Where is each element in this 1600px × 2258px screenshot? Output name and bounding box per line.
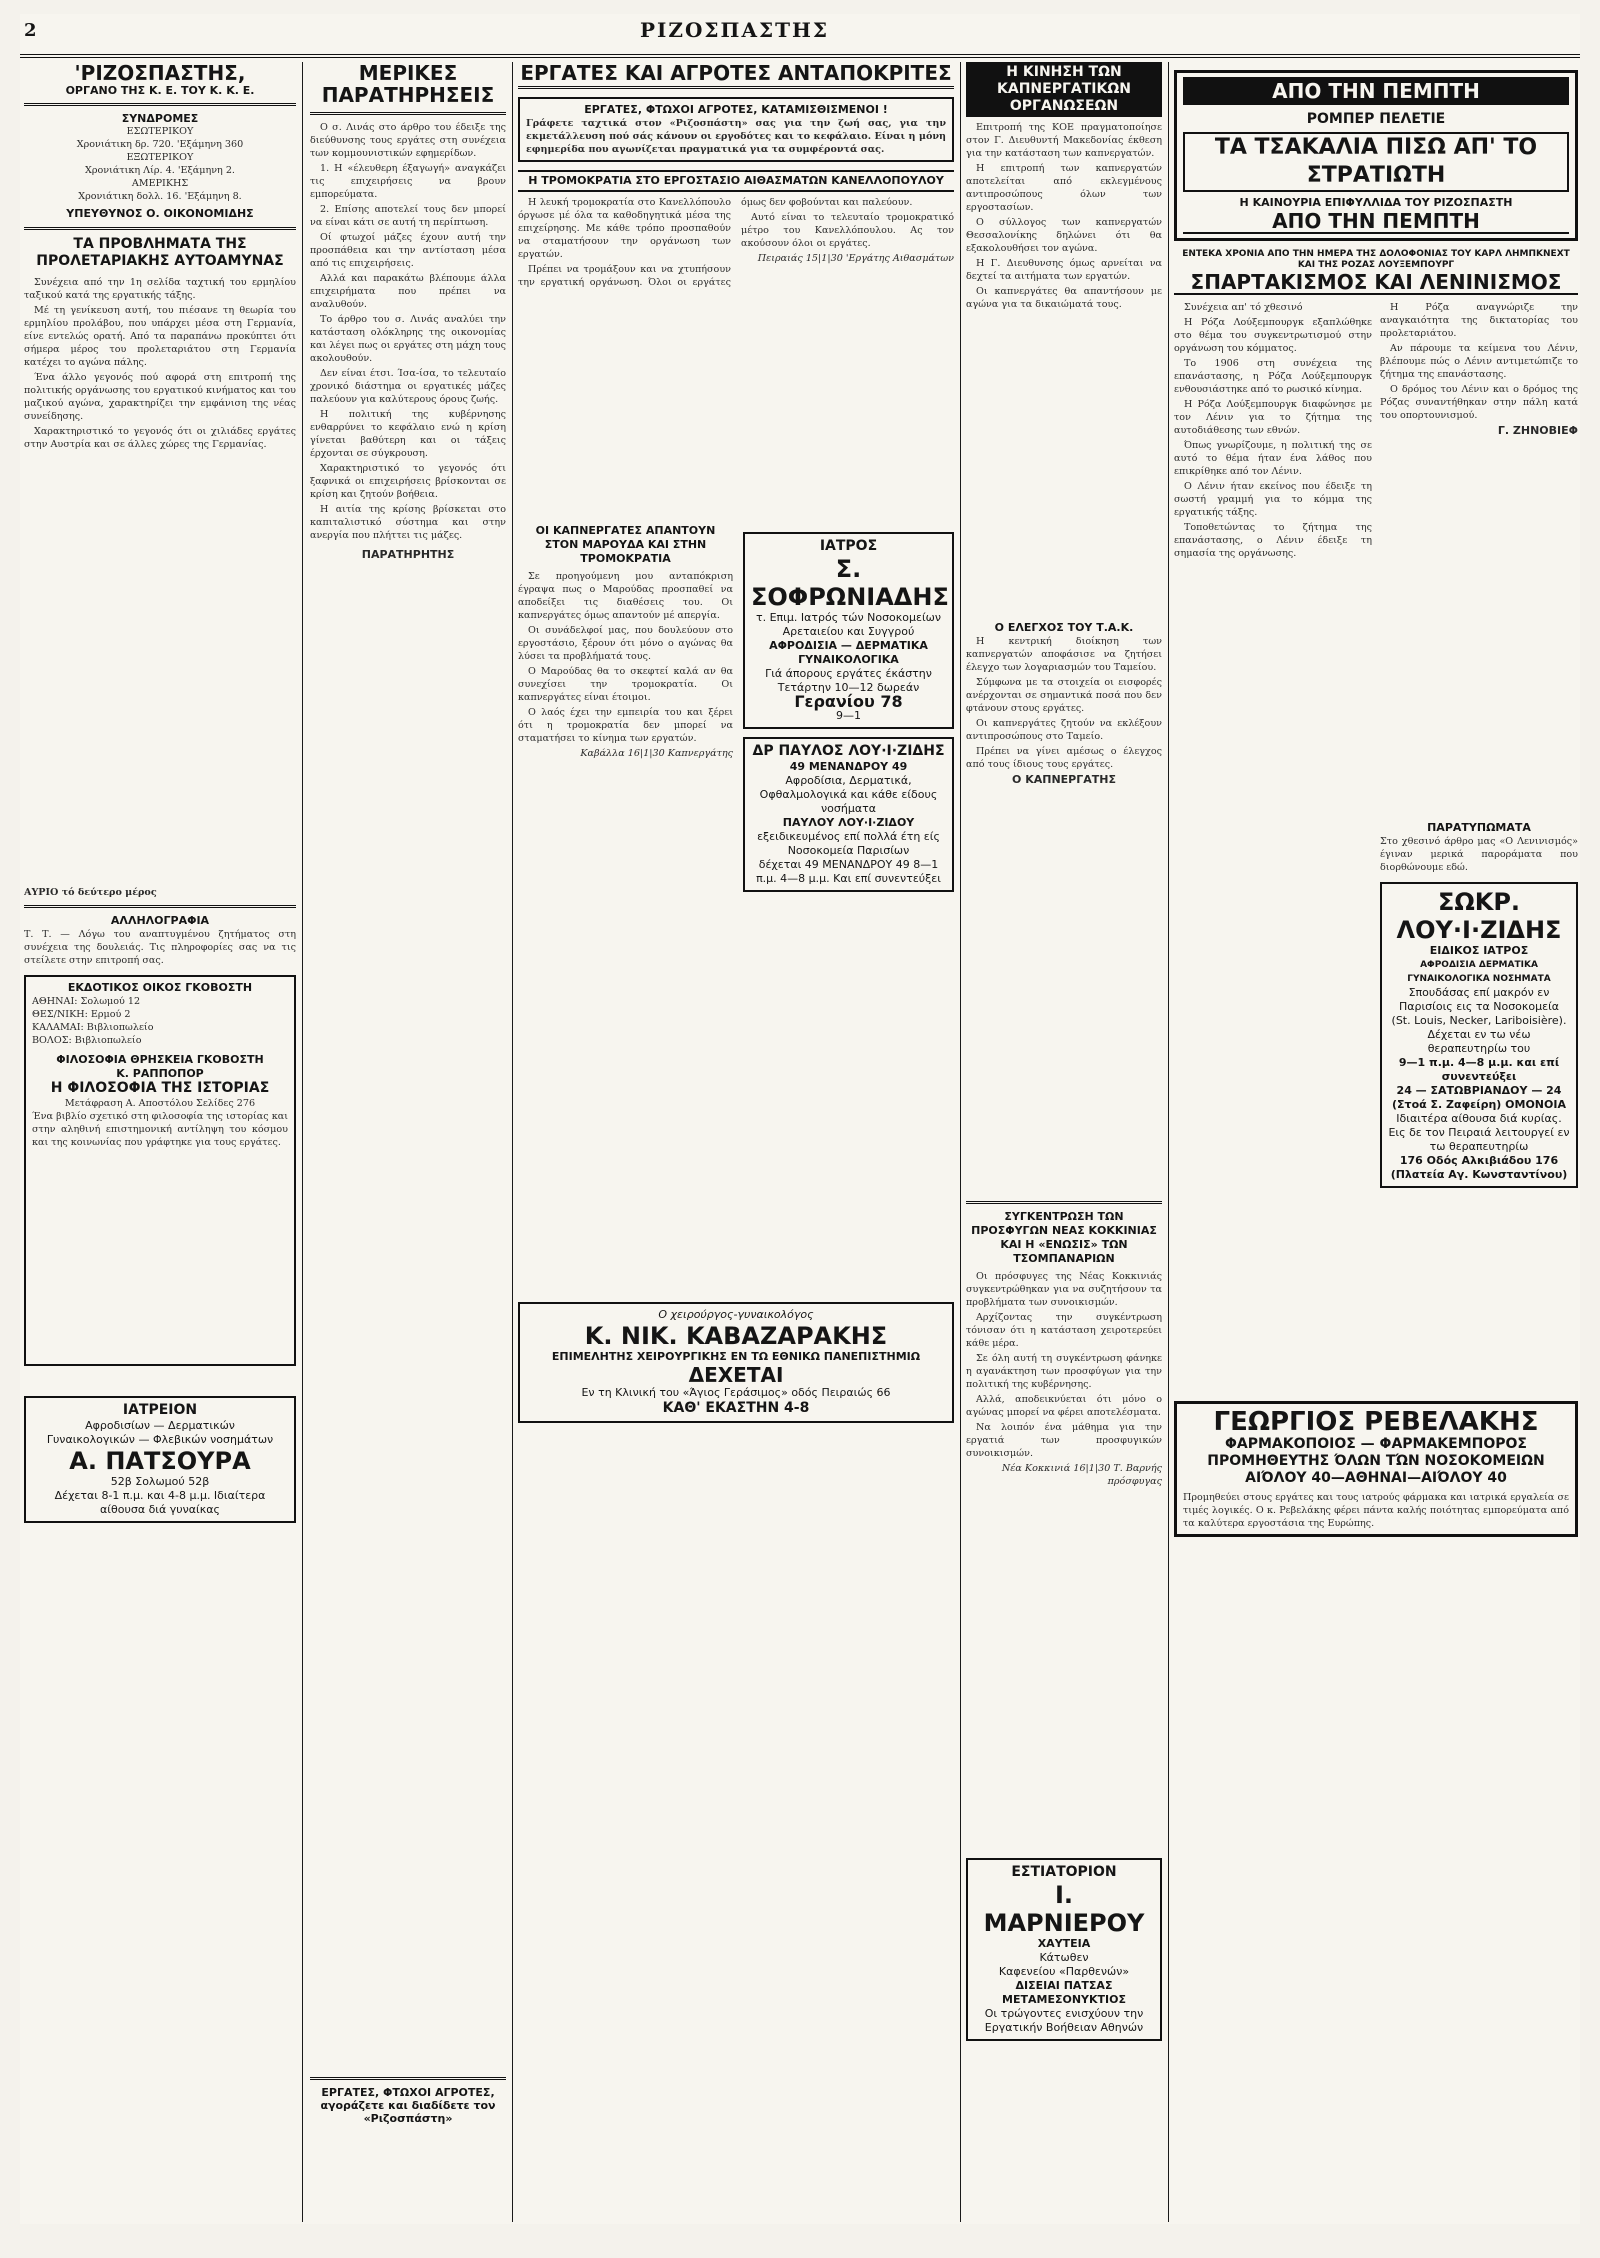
article-paragraph: Ένα άλλο γεγονός πού αφορά στη επιτροπή της πολιτικής οργάνωσης του εργατικού κινήματος και του μαζικού αγώνα, χαρακτηρίζει την εμφάνιση της νέας συνείδησης. (24, 372, 296, 422)
article-paragraph: Η Ρόζα Λούξεμπουργκ διαφώνησε με τον Λένιν για το ζήτημα της αυτοδιάθεσης των εθνών. (1174, 399, 1372, 436)
doctor-ad-3-text: Σπουδάσας επί μακρόν εν Παρισίοις εις τα Νοσοκομεία (St. Louis, Necker, Lariboisière). Δέχεται εν τω νέω θεραπευτηρίω του (1391, 986, 1567, 1055)
article-paragraph: Σύμφωνα με τα στοιχεία οι εισφορές ανέρχονται σε σημαντικά ποσά που δεν φτάνουν στους εργάτες. (966, 677, 1162, 714)
paper-subtitle: ΟΡΓΑΝΟ ΤΗΣ Κ. Ε. ΤΟΥ Κ. Κ. Ε. (65, 84, 255, 97)
article-paragraph: Ο δρόμος του Λένιν και ο δρόμος της Ρόζας συναντήθηκαν στην πάλη κατά του οπορτουνισμού. (1380, 384, 1578, 421)
observations-signature: ΠΑΡΑΤΗΡΗΤΗΣ (361, 548, 455, 561)
doctor-ad-3-spec: ΑΦΡΟΔΙΣΙΑ ΔΕΡΜΑΤΙΚΑ ΓΥΝΑΙΚΟΛΟΓΙΚΑ ΝΟΣΗΜΑΤΑ (1407, 960, 1551, 984)
restaurant-sub: ΧΑΥΤΕΙΑ (1037, 1937, 1091, 1950)
restaurant-name: Ι. ΜΑΡΝΙΕΡΟΥ (983, 1881, 1145, 1937)
article-paragraph: Η Ρόζα Λούξεμπουργκ εξαπλώθηκε στο θέμα του συγκεντρωτισμού στην οργάνωση του κόμματος. (1174, 317, 1372, 354)
serial-promo (1174, 70, 1578, 241)
article-paragraph: Ο σύλλογος των καπνεργατών Θεσσαλονίκης δηλώνει ότι θα εξακολουθήσει τον αγώνα. (966, 217, 1162, 254)
article-paragraph: Πρέπει να τρομάξουν και να χτυπήσουν την εργατική οργάνωση. Όλοι οι εργάτες όμως δεν φοβούνται και παλεύουν. (518, 197, 913, 288)
column-3 (518, 62, 954, 2222)
observations-title: ΜΕΡΙΚΕΣ ΠΑΡΑΤΗΡΗΣΕΙΣ (321, 62, 495, 107)
column-5 (1174, 62, 1578, 2222)
surgeon-ad (518, 1302, 954, 1423)
clinic-title: ΙΑΤΡΕΙΟΝ (122, 1402, 198, 1418)
article-body (518, 196, 954, 516)
subscriptions-title: ΣΥΝΔΡΟΜΕΣ (121, 112, 199, 125)
pharmacy-sub-2: ΠΡΟΜΗΘΕΥΤΗΣ ΌΛΩΝ ΤΏΝ ΝΟΣΟΚΟΜΕΙΩΝ (1207, 1453, 1545, 1469)
spartacism-article (1174, 301, 1578, 1391)
masthead-title: ΡΙΖΟΣΠΑΣΤΗΣ (640, 18, 830, 42)
observations-paragraph: Οί φτωχοί μάζες έχουν αυτή την προσπάθεια και την αντίσταση μέσα από τις επιχειρήσεις. (310, 232, 506, 269)
control-body (966, 635, 1162, 1195)
article-paragraph: Η Γ. Διευθυνσης όμως αρνείται να δεχτεί τα αιτήματα των εργατών. (966, 258, 1162, 282)
bookshop-title: ΕΚΔΟΤΙΚΟΣ ΟΙΚΟΣ ΓΚΟΒΟΣΤΗ (67, 981, 253, 994)
doctor-ad-2-name: ΔΡ ΠΑΥΛΟΣ ΛΟΥ·Ι·ΖΙΔΗΣ (752, 743, 945, 759)
promo-title: ΤΑ ΤΣΑΚΑΛΙΑ ΠΙΣΩ ΑΠ' ΤΟ ΣΤΡΑΤΙΩΤΗ (1183, 132, 1569, 192)
doctor-ad-2-hours: δέχεται 49 ΜΕΝΑΝΔΡΟΥ 49 8—1 π.μ. 4—8 μ.μ. Και επί συνεντεύξει (756, 858, 941, 885)
clinic-address: 52β Σολωμού 52β (110, 1475, 210, 1488)
article-signature: Νέα Κοκκινιά 16|1|30 Τ. Βαρνής πρόσφυγας (1001, 1463, 1162, 1487)
tobacco-article-body (518, 570, 733, 1290)
restaurant-line: Καφενείου «Παρθενών» (998, 1965, 1130, 1978)
editor-line: ΥΠΕΥΘΥΝΟΣ Ο. ΟΙΚΟΝΟΜΙΔΗΣ (66, 207, 254, 220)
article-paragraph: Αυτό είναι το τελευταίο τρομοκρατικό μέτρο του Κανελλόπουλου. Ας τον ακούσουν όλοι οι εργάτες. (741, 212, 954, 249)
surgeon-ad-name: Κ. ΝΙΚ. ΚΑΒΑΖΑΡΑΚΗΣ (584, 1322, 888, 1350)
observations-paragraph: Το άρθρο του σ. Λινάς αναλύει την κατάσταση ολόκληρης της οικονομίας και λέγει πως οι εργάτες στη μάχη τους ακολουθούν. (310, 314, 506, 364)
observations-body (310, 121, 506, 2071)
restaurant-ad (966, 1858, 1162, 2041)
doctor-ad-spec: ΑΦΡΟΔΙΣΙΑ — ΔΕΡΜΑΤΙΚΑ ΓΥΝΑΙΚΟΛΟΓΙΚΑ (769, 639, 928, 666)
column-1 (24, 62, 296, 2222)
book-series: ΦΙΛΟΣΟΦΙΑ ΘΡΗΣΚΕΙΑ ΓΚΟΒΟΣΤΗ (56, 1053, 264, 1066)
doctor-ad-address: Γερανίου 78 (794, 692, 903, 711)
surgeon-ad-hours: ΚΑΘ' ΕΚΑΣΤΗΝ 4-8 (662, 1400, 810, 1416)
appeal-box (518, 97, 954, 162)
bookshop-line: ΒΟΛΟΣ: Βιβλιοπωλείο (32, 1035, 142, 1046)
subscription-line: ΑΜΕΡΙΚΗΣ (131, 178, 189, 189)
doctor-ad-2-text: Αφροδίσια, Δερματικά, Οφθαλμολογικά και κάθε είδους νοσήματα (759, 774, 938, 815)
spartacism-right-body (1380, 301, 1578, 821)
surgeon-ad-address: Εν τη Κλινική του «Άγιος Γεράσιμος» οδός Πειραιώς 66 (581, 1386, 891, 1399)
doctor-ad-3-extra: Ιδιαιτέρα αίθουσα διά κυρίας. Εις δε τον Πειραιά λειτουργεί εν τω θεραπευτηρίω (1388, 1112, 1570, 1153)
article-row (518, 524, 954, 1290)
tobacco-movement-title: Η ΚΙΝΗΣΗ ΤΩΝ ΚΑΠΝΕΡΓΑΤΙΚΩΝ ΟΡΓΑΝΩΣΕΩΝ (966, 62, 1162, 117)
bookshop-line: ΘΕΣ/ΝΙΚΗ: Ερμού 2 (32, 1009, 131, 1020)
article-paragraph: Συνέχεια απ' τό χθεσινό (1184, 302, 1303, 313)
article-paragraph: Το 1906 στη συνέχεια της επανάστασης, η Ρόζα Λούξεμπουργκ ενθουσιάστηκε από το ρωσικό κίνημα. (1174, 358, 1372, 395)
pharmacy-name: ΓΕΩΡΓΙΟΣ ΡΕΒΕΛΑΚΗΣ (1213, 1407, 1539, 1437)
buy-appeal: ΕΡΓΑΤΕΣ, ΦΤΩΧΟΙ ΑΓΡΟΤΕΣ, αγοράζετε και διαδίδετε τον «Ριζοσπάστη» (320, 2086, 496, 2125)
clinic-hours: Δέχεται 8-1 π.μ. και 4-8 μ.μ. Ιδιαίτερα αίθουσα διά γυναίκας (54, 1489, 266, 1516)
observations-paragraph: Ο σ. Λινάς στο άρθρο του έδειξε της διεύθυνσης τους εργάτες στη συνέχεια των κομμουνιστικών εφημερίδων. (310, 122, 506, 159)
refugees-title: ΣΥΓΚΕΝΤΡΩΣΗ ΤΩΝ ΠΡΟΣΦΥΓΩΝ ΝΕΑΣ ΚΟΚΚΙΝΙΑΣ ΚΑΙ Η «ΕΝΩΣΙΣ» ΤΩΝ ΤΣΟΜΠΑΝΑΡΙΩΝ (971, 1210, 1157, 1265)
restaurant-line: Κάτωθεν (1039, 1951, 1089, 1964)
article-paragraph: Ο Μαρούδας θα το σκεφτεί καλά αν θα συνεχίσει την τρομοκρατία. Οι καπνεργάτες είναι έτοιμοι. (518, 666, 733, 703)
errata-title: ΠΑΡΑΤΥΠΩΜΑΤΑ (1427, 821, 1531, 834)
observations-paragraph: 1. Η «έλευθερη έξαγωγή» αναγκάζει τις επιχειρήσεις να βρουν εμπορεύματα. (310, 163, 506, 200)
doctor-ad-3-hours: 9—1 π.μ. 4—8 μ.μ. και επί συνεντεύξει (1398, 1056, 1560, 1083)
ads-column (743, 524, 954, 1290)
control-title: Ο ΕΛΕΓΧΟΣ ΤΟΥ Τ.Α.Κ. (994, 621, 1134, 634)
column-4 (966, 62, 1162, 2222)
article-paragraph: Πρέπει να γίνει αμέσως ο έλεγχος από τους ίδιους τους εργάτες. (966, 746, 1162, 770)
doctor-ad-3 (1380, 882, 1578, 1188)
column-rule (1168, 62, 1169, 2222)
observations-paragraph: Η πολιτική της κυβέρνησης ενθαρρύνει το κεφάλαιο ενώ η κρίση γίνεται βαθύτερη και οι τάξεις έρχονται σε σύγκρουση. (310, 409, 506, 459)
doctor-ad-text: τ. Επιμ. Ιατρός τών Νοσοκομείων Αρεταιείου και Συγγρού (755, 611, 942, 638)
article-paragraph: Η επιτροπή των καπνεργατών αποτελείται από εκλεγμένους αντιπροσώπους όλων των εργοστασίων. (966, 163, 1162, 213)
book-title: Η ΦΙΛΟΣΟΦΙΑ ΤΗΣ ΙΣΤΟΡΙΑΣ (50, 1080, 270, 1096)
masthead (20, 14, 1580, 58)
article-paragraph: Ο λαός έχει την εμπειρία του και ξέρει ότι η τρομοκρατία δεν μπορεί να σταματήσει το κίνημα των εργατών. (518, 707, 733, 744)
observations-paragraph: Δεν είναι έτσι. Ίσα-ίσα, το τελευταίο χρονικό διάστημα οι εργατικές μάζες παλεύουν για καλύτερους όρους ζωής. (310, 368, 506, 405)
clinic-ad (24, 1396, 296, 1523)
article-body (24, 276, 296, 886)
article-signature: Πειραιάς 15|1|30 'Εργάτης Αιθασμάτων (757, 253, 954, 264)
subscription-line: Χρονιάτικη δρ. 720. 'Εξάμηνη 360 (76, 139, 244, 150)
subscription-line: Χρονιάτικη δολλ. 16. 'Εξάμηνη 8. (78, 191, 242, 202)
article-paragraph: Οι συνάδελφοί μας, που δουλεύουν στο εργοστάσιο, ξέρουν ότι μόνο ο αγώνας θα λύσει τα προβλήματά τους. (518, 625, 733, 662)
column-rule (512, 62, 513, 2222)
article-paragraph: Όπως γνωρίζουμε, η πολιτική της σε αυτό το θέμα ήταν ένα λάθος που επικρίθηκε από τον Λένιν. (1174, 440, 1372, 477)
subscription-line: Χρονιάτικη Λίρ. 4. 'Εξάμηνη 2. (85, 165, 235, 176)
surgeon-ad-text: ΕΠΙΜΕΛΗΤΗΣ ΧΕΙΡΟΥΡΓΙΚΗΣ ΕΝ ΤΩ ΕΘΝΙΚΩ ΠΑΝΕΠΙΣΤΗΜΙΩ (551, 1350, 921, 1363)
book-author: Κ. ΡΑΠΠΟΠΟΡ (116, 1067, 204, 1080)
promo-author: ΡΟΜΠΕΡ ΠΕΛΕΤΙΕ (1306, 111, 1446, 127)
refugees-body (966, 1270, 1162, 1850)
correspondence-title: ΑΛΛΗΛΟΓΡΑΦΙΑ (110, 914, 210, 927)
promo-sub: Η ΚΑΙΝΟΥΡΙΑ ΕΠΙΦΥΛΛΙΔΑ ΤΟΥ ΡΙΖΟΣΠΑΣΤΗ (1239, 196, 1513, 209)
article-paragraph: Σε όλη αυτή τη συγκέντρωση φάνηκε η αγανάκτηση των προσφύγων για την πολιτική της κυβέρνησης. (966, 1353, 1162, 1390)
doctor-ad-2-text2: εξειδικευμένος επί πολλά έτη είς Νοσοκομεία Παρισίων (757, 830, 940, 857)
article-signature: Γ. ΖΗΝΟΒΙΕΦ (1497, 424, 1578, 437)
article-paragraph: Αλλά, αποδεικνύεται ότι μόνο ο αγώνας μπορεί να φέρει αποτελέσματα. (966, 1394, 1162, 1418)
spartacism-title: ΣΠΑΡΤΑΚΙΣΜΟΣ ΚΑΙ ΛΕΝΙΝΙΣΜΟΣ (1174, 271, 1578, 295)
page-number: 2 (24, 20, 37, 41)
article-paragraph: Οι καπνεργάτες θα απαντήσουν με αγώνα για τα δικαιώματά τους. (966, 286, 1162, 310)
article-paragraph: Τοποθετώντας το ζήτημα της επανάστασης, ο Λένιν έδειξε τη σημασία της οργάνωσης. (1174, 522, 1372, 559)
appeal-text: Γράφετε ταχτικά στον «Ριζοσπάστη» σας για την ζωή σας, για την εκμετάλλευση πού σάς κάνουν οι εργοδότες και το κεφάλαιο. Είναι η μόνη εφημερίδα που αγωνίζεται πραγματικά για τα συμφέροντά σας. (526, 118, 946, 155)
clinic-spec: Αφροδισίων — Δερματικών (85, 1419, 235, 1432)
doctor-ad-3-name: ΣΩΚΡ. ΛΟΥ·Ι·ΖΙΔΗΣ (1396, 888, 1562, 944)
doctor-ad-time: 9—1 (836, 709, 861, 722)
spartacism-right (1380, 301, 1578, 1391)
doctor-ad-2-name2: ΠΑΥΛΟΥ ΛΟΥ·Ι·ΖΙΔΟΥ (782, 816, 915, 829)
article-paragraph: Οι πρόσφυγες της Νέας Κοκκινιάς συγκεντρώθηκαν για να συζητήσουν τα προβλήματα των συνοικισμών. (966, 1271, 1162, 1308)
article-paragraph: Μέ τη γενίκευση αυτή, του πιέσανε τη θεωρία του ερμηλίου προλάβου, που υπάρχει μέσα στη Γερμανία, είνε εντελώς ορατή. Από τα παραπάνω προκύπτει ότι σήμερα μέρος του προλεταριάτου στη Γερμανία κατέχει το αγώνα πάλης. (24, 305, 296, 368)
article-paragraph: Αν πάρουμε τα κείμενα του Λένιν, βλέπουμε πώς ο Λένιν αντιμετώπιζε το ζήτημα της επανάστασης. (1380, 343, 1578, 380)
pharmacy-ad (1174, 1401, 1578, 1537)
correspondents-section-title: ΕΡΓΑΤΕΣ ΚΑΙ ΑΓΡΟΤΕΣ ΑΝΤΑΠΟΚΡΙΤΕΣ (518, 62, 954, 89)
pharmacy-sub: ΦΑΡΜΑΚΟΠΟΙΟΣ — ΦΑΡΜΑΚΕΜΠΟΡΟΣ (1224, 1436, 1527, 1452)
article-paragraph: Η Ρόζα αναγνώριζε την αναγκαιότητα της δικτατορίας του προλεταριάτου. (1380, 302, 1578, 339)
article-title: ΤΑ ΠΡΟΒΛΗΜΑΤΑ ΤΗΣ ΠΡΟΛΕΤΑΡΙΑΚΗΣ ΑΥΤΟΑΜΥΝΑΣ (36, 236, 284, 269)
restaurant-line: ΔΙΣΕΙΑΙ ΠΑΤΣΑΣ ΜΕΤΑΜΕΣΟΝΥΚΤΙΟΣ (1002, 1979, 1126, 2006)
doctor-ad-hours: Γιά άπορους εργάτες έκάστην Τετάρτην 10—12 δωρεάν (765, 667, 932, 694)
article-paragraph: Συνέχεια από την 1η σελίδα ταχτική του ερμηλίου ταξικού κατά της εργατικής τάξης. (24, 277, 296, 301)
observations-paragraph: Αλλά και παρακάτω βλέπουμε άλλα επιχειρήματα που πρέπει να αναλυθούν. (310, 273, 506, 310)
doctor-ad-2 (743, 737, 954, 892)
book-description: Ένα βιβλίο σχετικό στη φιλοσοφία της ιστορίας και στην αληθινή επιστημονική αντίληψη του κόσμου και της κοινωνίας που γράφτηκε για τους εργάτες. (32, 1111, 288, 1148)
observations-paragraph: Η αιτία της κρίσης βρίσκεται στο καπιταλιστικό σύστημα και στην ανεργία που πλήττει τις μάζες. (310, 504, 506, 541)
observations-paragraph: 2. Επίσης αποτελεί τους δεν μπορεί να είναι κάτι σε αυτή τη περίπτωση. (310, 204, 506, 228)
article-title: Η ΤΡΟΜΟΚΡΑΤΙΑ ΣΤΟ ΕΡΓΟΣΤΑΣΙΟ ΑΙΘΑΣΜΑΤΩΝ ΚΑΝΕΛΛΟΠΟΥΛΟΥ (518, 170, 954, 192)
article-paragraph: Οι καπνεργάτες ζητούν να εκλέξουν αντιπροσώπους στο Ταμείο. (966, 718, 1162, 742)
pharmacy-text: Προμηθεύει στους εργάτες και τους ιατρούς φάρμακα και ιατρικά εργαλεία σε τιμές λογικές. Ο κ. Ρεβελάκης φέρει πάντα καλής ποιότητας εμπορεύματα από τα καλύτερα εργοστάσια της Ευρώπης. (1183, 1492, 1569, 1529)
doctor-ad-name: Σ. ΣΟΦΡΩΝΙΑΔΗΣ (751, 555, 949, 611)
bookshop-line: ΚΑΛΑΜΑΙ: Βιβλιοπωλείο (32, 1022, 154, 1033)
book-subtitle: Μετάφραση Α. Αποστόλου Σελίδες 276 (64, 1098, 256, 1109)
promo-from: ΑΠΟ ΤΗΝ ΠΕΜΠΤΗ (1183, 77, 1569, 105)
tobacco-movement-body (966, 121, 1162, 621)
bookshop-line: ΑΘΗΝΑΙ: Σολωμού 12 (32, 996, 141, 1007)
anniversary-supertitle: ΕΝΤΕΚΑ ΧΡΟΝΙΑ ΑΠΟ ΤΗΝ ΗΜΕΡΑ ΤΗΣ ΔΟΛΟΦΟΝΙΑΣ ΤΟΥ ΚΑΡΛ ΛΗΜΠΚΝΕΧΤ ΚΑΙ ΤΗΣ ΡΟΖΑΣ ΛΟΥΞΕΜΠΟΥΡΓ (1182, 249, 1570, 270)
doctor-ad-3-address-2: 176 Οδός Αλκιβιάδου 176 (Πλατεία Αγ. Κωνσταντίνου) (1390, 1154, 1568, 1181)
bookshop-ad (24, 975, 296, 1366)
column-rule (960, 62, 961, 2222)
control-signature: Ο ΚΑΠΝΕΡΓΑΤΗΣ (1012, 773, 1116, 786)
clinic-spec: Γυναικολογικών — Φλεβικών νοσημάτων (46, 1433, 274, 1446)
column-rule (302, 62, 303, 2222)
surgeon-ad-receives: ΔΕΧΕΤΑΙ (688, 1363, 784, 1387)
article-paragraph: Η λευκή τρομοκρατία στο Κανελλόπουλο όργωσε μέ όλα τα καθοδηγητικά μέσα της επιχείρησης. Με κάθε τρόπο προσπαθούν να σταματήσουν την οργάνωση των εργατών. (518, 197, 731, 260)
errata-text: Στο χθεσινό άρθρο μας «Ο Λενινισμός» έγιναν μερικά παροράματα που διορθώνουμε εδώ. (1380, 836, 1578, 873)
correspondence-text: Τ. Τ. — Λόγω του αναπτυγμένου ζητήματος στη συνέχεια της δουλειάς. Τις πληροφορίες σας να τις στείλετε στην επιτροπή σας. (24, 929, 296, 966)
article-paragraph: Ο Λένιν ήταν εκείνος που έδειξε τη σωστή γραμμή για το κόμμα της εργατικής τάξης. (1174, 481, 1372, 518)
restaurant-title: ΕΣΤΙΑΤΟΡΙΟΝ (1011, 1864, 1117, 1880)
newspaper-page (20, 14, 1580, 2224)
doctor-ad-title: ΙΑΤΡΟΣ (819, 538, 878, 554)
article-paragraph: Επιτροπή της ΚΟΕ πραγματοποίησε στον Γ. Διευθυντή Μακεδονίας έκθεση για την κατάσταση των καπνεργατών. (966, 122, 1162, 159)
tobacco-article-title: ΟΙ ΚΑΠΝΕΡΓΑΤΕΣ ΑΠΑΝΤΟΥΝ ΣΤΟΝ ΜΑΡΟΥΔΑ ΚΑΙ ΣΤΗΝ ΤΡΟΜΟΚΡΑΤΙΑ (535, 524, 716, 565)
tobacco-article (518, 524, 733, 1290)
paper-title: 'ΡΙΖΟΣΠΑΣΤΗΣ, (74, 62, 246, 85)
doctor-ad (743, 532, 954, 729)
doctor-ad-3-sub: ΕΙΔΙΚΟΣ ΙΑΤΡΟΣ (1429, 944, 1529, 957)
restaurant-line: Οι τρώγοντες ενισχύουν την Εργατικήν Βοήθειαν Αθηνών (984, 2007, 1144, 2034)
subscription-line: ΕΞΩΤΕΡΙΚΟΥ (126, 152, 194, 163)
article-paragraph: Η κεντρική διοίκηση των καπνεργατών αποφάσισε να ζητήσει έλεγχο των λογαριασμών του Ταμείου. (966, 636, 1162, 673)
doctor-ad-2-address: 49 ΜΕΝΑΝΔΡΟΥ 49 (789, 760, 908, 773)
article-signature: Καβάλλα 16|1|30 Καπνεργάτης (580, 748, 733, 759)
spartacism-left (1174, 301, 1372, 1391)
article-paragraph: Σε προηγούμενη μου ανταπόκριση έγραψα πως ο Μαρούδας προσπαθεί να αποδείξει τις διαθέσεις του. Οι καπνεργάτες όμως απαντούν μέ απεργία. (518, 571, 733, 621)
observations-paragraph: Χαρακτηριστικό το γεγονός ότι ξαφνικά οι επιχειρήσεις βρίσκονται σε κρίση και ζητούν βοήθεια. (310, 463, 506, 500)
article-paragraph: Αρχίζοντας την συγκέντρωση τόνισαν ότι η κατάσταση χειροτερεύει κάθε μέρα. (966, 1312, 1162, 1349)
promo-from-2: ΑΠΟ ΤΗΝ ΠΕΜΠΤΗ (1183, 210, 1569, 234)
surgeon-ad-pre: Ο χειρούργος-γυναικολόγος (658, 1308, 814, 1321)
pharmacy-address: ΑΙΌΛΟΥ 40—ΑΘΗΝΑΙ—ΑΙΌΛΟΥ 40 (1245, 1470, 1507, 1486)
article-paragraph: Χαρακτηριστικό το γεγονός ότι οι χιλιάδες εργάτες στην Αυστρία και σε άλλες χώρες της Γερμανίας. (24, 426, 296, 450)
article-continued: ΑΥΡΙΟ τό δεύτερο μέρος (24, 887, 157, 898)
doctor-ad-3-address: 24 — ΣΑΤΩΒΡΙΑΝΔΟΥ — 24 (Στοά Σ. Ζαφείρη) ΟΜΟΝΟΙΑ (1392, 1084, 1566, 1111)
subscription-line: ΕΣΩΤΕΡΙΚΟΥ (126, 126, 194, 137)
column-2 (310, 62, 506, 2222)
subscriptions-list (24, 125, 296, 203)
clinic-name: Α. ΠΑΤΣΟΥΡΑ (69, 1447, 251, 1475)
appeal-title: ΕΡΓΑΤΕΣ, ΦΤΩΧΟΙ ΑΓΡΟΤΕΣ, ΚΑΤΑΜΙΣΘΙΣΜΕΝΟΙ ! (584, 103, 888, 116)
article-paragraph: Να λοιπόν ένα μάθημα για την εργατιά των προσφυγικών συνοικισμών. (966, 1422, 1162, 1459)
